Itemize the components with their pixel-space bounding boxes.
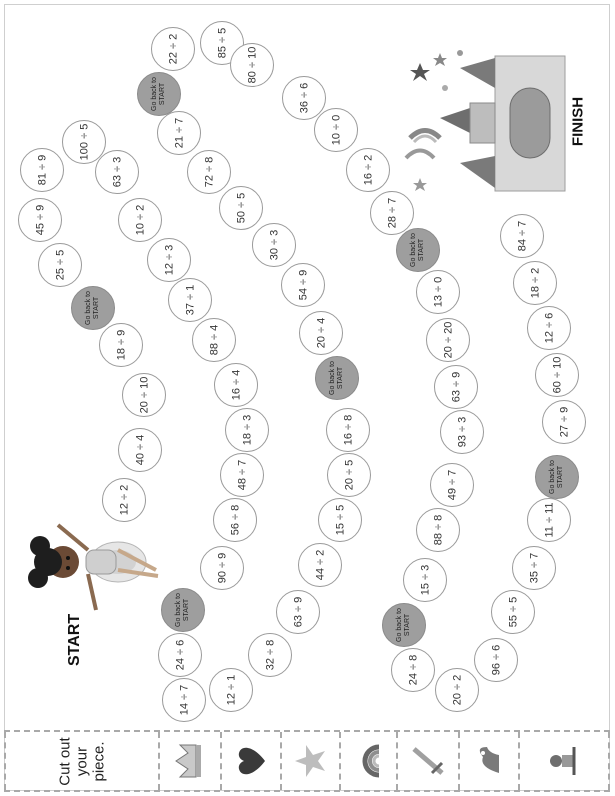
knight-icon (544, 741, 584, 781)
board-space (391, 648, 435, 692)
board-space (299, 311, 343, 355)
board-space (214, 363, 258, 407)
cutout-instruction-text: Cut out your piece. (56, 736, 108, 786)
space-label: 36 ÷ 6 (297, 82, 310, 114)
space-label: 96 ÷ 6 (489, 644, 502, 676)
board-space (318, 498, 362, 542)
space-label: 32 ÷ 8 (263, 639, 276, 671)
board-space (200, 546, 244, 590)
space-label: Go back to START (410, 233, 425, 267)
space-label: 12 ÷ 2 (117, 484, 130, 516)
space-label: 20 ÷ 10 (138, 376, 150, 414)
space-label: 15 ÷ 3 (418, 564, 431, 596)
board-space (213, 498, 257, 542)
board-space (281, 263, 325, 307)
space-label: 18 ÷ 2 (528, 267, 541, 299)
board-space (535, 353, 579, 397)
board-space (230, 43, 274, 87)
board-space (327, 453, 371, 497)
dragon-icon (469, 741, 509, 781)
board-space (62, 120, 106, 164)
space-label: 20 ÷ 4 (314, 317, 327, 349)
ballerina-head-icon (28, 536, 79, 588)
board-space (435, 668, 479, 712)
heart-icon (231, 741, 271, 781)
board-space (187, 150, 231, 194)
board-space (168, 278, 212, 322)
space-label: 14 ÷ 7 (177, 684, 190, 716)
space-label: 49 ÷ 7 (445, 469, 458, 501)
space-label: 15 ÷ 5 (333, 504, 346, 536)
space-label: 12 ÷ 6 (542, 312, 555, 344)
board-space (220, 453, 264, 497)
space-label: 63 ÷ 3 (110, 156, 123, 188)
space-label: 20 ÷ 2 (450, 674, 463, 706)
board-space (225, 408, 269, 452)
board-space (370, 191, 414, 235)
board-space (38, 243, 82, 287)
go-back-space (161, 588, 205, 632)
go-back-space (71, 286, 115, 330)
space-label: 24 ÷ 6 (173, 639, 186, 671)
cutout-instruction-cell (4, 732, 160, 790)
space-label: 37 ÷ 1 (183, 284, 196, 316)
space-label: 44 ÷ 2 (313, 549, 326, 581)
board-space (474, 638, 518, 682)
space-label: Go back to START (175, 593, 190, 627)
board-space (151, 27, 195, 71)
space-label: 12 ÷ 1 (224, 674, 237, 706)
game-piece-cell (282, 732, 341, 790)
board-space (118, 198, 162, 242)
board-space (20, 148, 64, 192)
board-space (416, 270, 460, 314)
board-space (426, 318, 470, 362)
board-space (102, 478, 146, 522)
board-space (162, 678, 206, 722)
space-label: 18 ÷ 9 (114, 329, 127, 361)
space-label: 50 ÷ 5 (234, 192, 247, 224)
space-label: 93 ÷ 3 (455, 416, 468, 448)
board-space (192, 318, 236, 362)
game-piece-cell (460, 732, 520, 790)
space-label: 63 ÷ 9 (291, 596, 304, 628)
crown-icon (170, 741, 210, 781)
space-label: Go back to START (151, 77, 166, 111)
finish-label: FINISH (569, 96, 587, 147)
space-label: 90 ÷ 9 (215, 552, 228, 584)
board-space (276, 590, 320, 634)
board-space (512, 546, 556, 590)
board-space (326, 408, 370, 452)
space-label: 40 ÷ 4 (133, 434, 146, 466)
board-space (99, 323, 143, 367)
board-space (157, 111, 201, 155)
game-piece-cell (222, 732, 282, 790)
space-label: 27 ÷ 9 (557, 406, 570, 438)
space-label: 55 ÷ 5 (506, 596, 519, 628)
space-label: 13 ÷ 0 (431, 276, 444, 308)
game-piece-cell (341, 732, 398, 790)
game-piece-cell (160, 732, 222, 790)
space-label: 16 ÷ 8 (341, 414, 354, 446)
space-label: 10 ÷ 0 (329, 114, 342, 146)
space-label: 35 ÷ 7 (527, 552, 540, 584)
space-label: 12 ÷ 3 (162, 244, 175, 276)
space-label: 88 ÷ 8 (431, 514, 444, 546)
board-space (542, 400, 586, 444)
go-back-space (137, 72, 181, 116)
space-label: 100 ÷ 5 (78, 123, 90, 161)
board-space (219, 186, 263, 230)
board-space (500, 214, 544, 258)
board-space (403, 558, 447, 602)
board-space (18, 198, 62, 242)
space-label: 10 ÷ 2 (133, 204, 146, 236)
space-label: Go back to START (85, 291, 100, 325)
space-label: 84 ÷ 7 (515, 220, 528, 252)
space-label: Go back to START (329, 361, 344, 395)
board-space (416, 508, 460, 552)
space-label: 18 ÷ 3 (240, 414, 253, 446)
space-label: 48 ÷ 7 (235, 459, 248, 491)
rainbow-icon (349, 741, 389, 781)
board-space (434, 365, 478, 409)
game-piece-cell (398, 732, 460, 790)
go-back-space (382, 603, 426, 647)
go-back-space (315, 356, 359, 400)
space-label: 72 ÷ 8 (202, 156, 215, 188)
board-space (527, 498, 571, 542)
board-space (440, 410, 484, 454)
space-label: 20 ÷ 20 (442, 321, 454, 359)
board-space (491, 590, 535, 634)
space-label: 56 ÷ 8 (228, 504, 241, 536)
ballerina-illustration (18, 520, 168, 620)
sword-icon (408, 741, 448, 781)
space-label: 45 ÷ 9 (33, 204, 46, 236)
board-space (527, 306, 571, 350)
board-space (95, 150, 139, 194)
board-space (248, 633, 292, 677)
start-label: START (66, 613, 83, 666)
board-space (252, 223, 296, 267)
board-space (513, 261, 557, 305)
space-label: Go back to START (396, 608, 411, 642)
space-label: 20 ÷ 5 (342, 459, 355, 491)
space-label: 24 ÷ 8 (406, 654, 419, 686)
board-space (430, 463, 474, 507)
space-label: 60 ÷ 10 (551, 356, 563, 394)
go-back-space (535, 455, 579, 499)
board-space (209, 668, 253, 712)
board-space (346, 148, 390, 192)
space-label: 22 ÷ 2 (166, 33, 179, 65)
space-label: 88 ÷ 4 (207, 324, 220, 356)
board-space (147, 238, 191, 282)
space-label: 85 ÷ 5 (215, 27, 228, 59)
star-icon (291, 741, 331, 781)
space-label: 16 ÷ 2 (361, 154, 374, 186)
space-label: 30 ÷ 3 (267, 229, 280, 261)
space-label: Go back to START (549, 460, 564, 494)
space-label: 11 ÷ 11 (543, 502, 555, 538)
space-label: 80 ÷ 10 (246, 46, 258, 84)
castle-illustration (400, 48, 575, 198)
space-label: 25 ÷ 5 (53, 249, 66, 281)
space-label: 81 ÷ 9 (35, 154, 48, 186)
go-back-space (396, 228, 440, 272)
space-label: 54 ÷ 9 (296, 269, 309, 301)
game-piece-cell (520, 732, 610, 790)
board-space (118, 428, 162, 472)
space-label: 21 ÷ 7 (172, 117, 185, 149)
board-space (158, 633, 202, 677)
space-label: 63 ÷ 9 (449, 371, 462, 403)
board-space (298, 543, 342, 587)
board-space (314, 108, 358, 152)
space-label: 16 ÷ 4 (229, 369, 242, 401)
board-space (122, 373, 166, 417)
board-space (282, 76, 326, 120)
space-label: 28 ÷ 7 (385, 197, 398, 229)
